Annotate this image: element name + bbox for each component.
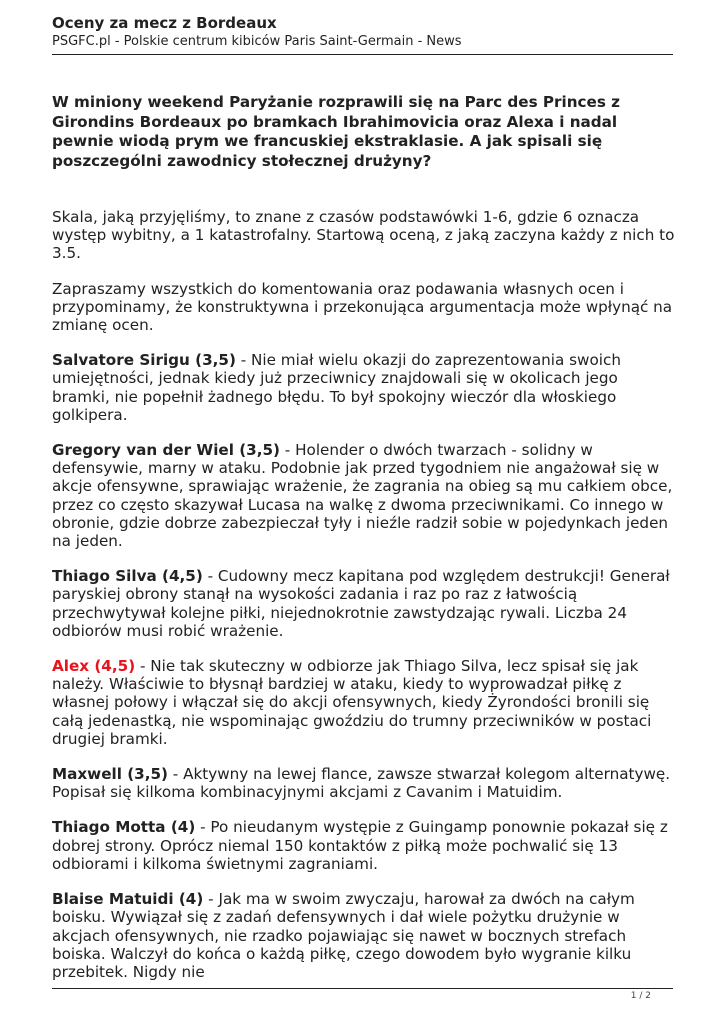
player-review: - Holender o dwóch twarzach - solidny w defensywie, marny w ataku. Podobnie jak przed tygodniem nie angażował się w akcje ofensywne, sprawiając wrażenie, że zagrania na obieg są mu całkiem obce, przez co często skazywał Lucasa na walkę z dwoma przeciwnikami. Co innego w obronie, gdzie dobrze zabezpieczał tyły i nieźle radził sobie w pojedynkach jeden na jeden. [52,441,673,551]
player-review: - Jak ma w swoim zwyczaju, harował za dwóch na całym boisku. Wywiązał się z zadań defensywnych i dał wiele pożytku drużynie w akcjach ofensywnych, nie rzadko pojawiając się nawet w bocznych strefach boiska. Walczył do końca o każdą piłkę, czego dowodem było wygranie kilku przebitek. Nigdy nie [52,890,635,981]
player-rating-paragraph [52,765,680,801]
player-rating-paragraph [52,441,680,550]
player-name-highlighted: Alex (4,5) [52,657,136,676]
intro-paragraph: Zapraszamy wszystkich do komentowania oraz podawania własnych ocen i przypominamy, że konstruktywna i przekonująca argumentacja może wpłynąć na zmianę ocen. [52,279,673,335]
document-header [52,14,673,50]
player-name: Salvatore Sirigu (3,5) [52,351,236,370]
intro-paragraph: Skala, jaką przyjęliśmy, to znane z czasów podstawówki 1-6, gdzie 6 oznacza występ wybitny, a 1 katastrofalny. Startową oceną, z jaką zaczyna każdy z nich to 3.5. [52,208,675,263]
header-divider [52,54,673,55]
player-name: Thiago Silva (4,5) [52,567,203,586]
player-rating-paragraph [52,351,680,424]
footer-divider [52,988,673,989]
player-name: Thiago Motta (4) [52,818,196,837]
player-name: Maxwell (3,5) [52,765,168,784]
player-review: - Aktywny na lewej flance, zawsze stwarzał kolegom alternatywę. Popisał się kilkoma kombinacyjnymi akcjami z Cavanim i Matuidim. [52,765,671,802]
player-name: Blaise Matuidi (4) [52,890,204,909]
page-number: 1 / 2 [630,991,651,1001]
player-review: - Nie miał wielu okazji do zaprezentowania swoich umiejętności, jednak kiedy już przeciwnicy znajdowali się w okolicach jego bramki, nie popełnił żadnego błędu. To był spokojny wieczór dla włoskiego golkipera. [52,351,621,424]
player-rating-paragraph [52,818,680,873]
article-lead: W miniony weekend Paryżanie rozprawili się na Parc des Princes z Girondins Bordeaux po bramkach Ibrahimovicia oraz Alexa i nadal pewnie wiodą prym we francuskiej ekstraklasie. A jak spisali się poszczególni zawodnicy stołecznej drużyny? [52,93,621,170]
document-title: Oceny za mecz z Bordeaux [52,14,277,32]
player-rating-paragraph [52,567,680,640]
player-rating-paragraph [52,657,680,748]
article-body [52,93,680,998]
player-review: - Cudowny mecz kapitana pod względem destrukcji! Generał paryskiej obrony stanął na wysokości zadania i raz po raz z łatwością przechwytywał kolejne piłki, niejednokrotnie zawstydzając rywali. Liczba 24 odbiorów musi robić wrażenie. [52,567,670,640]
player-review: - Nie tak skuteczny w odbiorze jak Thiago Silva, lecz spisał się jak należy. Właściwie to błysnął bardziej w ataku, kiedy to wyprowadzał piłkę z własnej połowy i włączał się do akcji ofensywnych, kiedy Żyrondości bronili się całą jedenastką, nie wspominając gwoździu do trumny przeciwników w postaci drugiej bramki. [52,657,652,748]
player-review: - Po nieudanym występie z Guingamp ponownie pokazał się z dobrej strony. Oprócz niemal 150 kontaktów z piłką może pochwalić się 13 odbiorami i kilkoma świetnymi zagraniami. [52,818,668,873]
document-subtitle: PSGFC.pl - Polskie centrum kibiców Paris Saint-Germain - News [52,34,462,49]
player-rating-paragraph [52,890,680,981]
player-name: Gregory van der Wiel (3,5) [52,441,280,460]
